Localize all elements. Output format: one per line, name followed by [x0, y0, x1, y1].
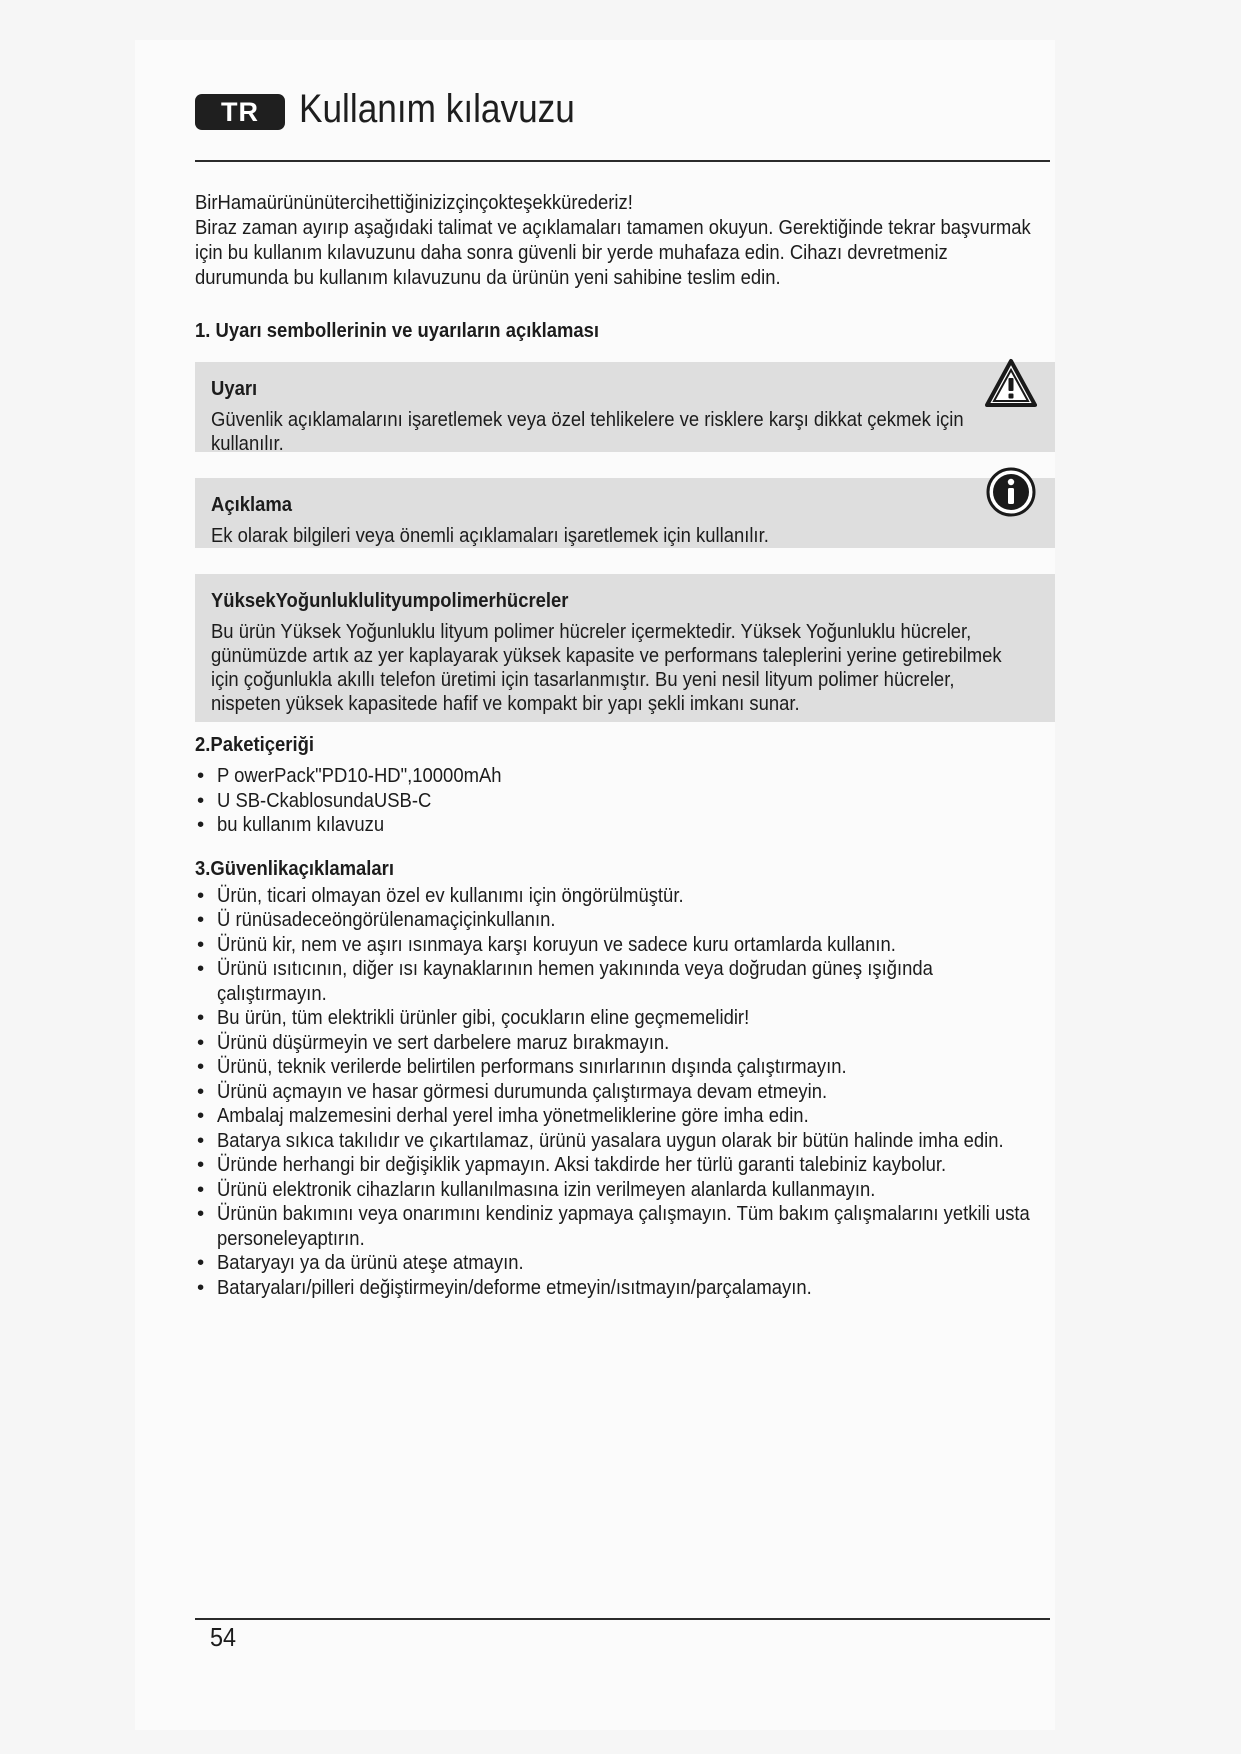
page-header	[195, 87, 1050, 162]
info-box-text	[211, 524, 1039, 548]
list-item: • Bataryaları/pilleri değiştirmeyin/deforme etmeyin/ısıtmayın/parçalamayın.	[195, 1276, 1055, 1301]
main-content	[195, 190, 1055, 1300]
list-item: • Ürünün bakımını veya onarımını kendiniz yapmaya çalışmayın. Tüm bakım çalışmalarını yetkili usta personeleyaptırın.	[195, 1202, 1055, 1251]
language-badge: TR	[195, 94, 285, 130]
page-number: 54	[210, 1622, 237, 1652]
battery-box-line: günümüzde artık az yer kaplayarak yüksek kapasite ve performans taleplerini yerine getirebilmek	[211, 644, 1002, 667]
intro-line: için bu kullanım kılavuzunu daha sonra güvenli bir yerde muhafaza edin. Cihazı devretmeniz	[195, 241, 948, 264]
info-box-title: Açıklama	[211, 493, 293, 516]
battery-box-title: YüksekYoğunluklulityumpolimerhücreler	[211, 589, 569, 612]
list-item: • Batarya sıkıca takılıdır ve çıkartılamaz, ürünü yasalara uygun olarak bir bütün halinde imha edin.	[195, 1129, 1055, 1154]
battery-box-text	[211, 620, 1039, 716]
section-2-title: 2.Paketiçeriği	[195, 733, 314, 756]
list-item: • Ürünü düşürmeyin ve sert darbelere maruz bırakmayın.	[195, 1031, 1055, 1056]
battery-box-line: Bu ürün Yüksek Yoğunluklu lityum polimer hücreler içermektedir. Yüksek Yoğunluklu hücreler,	[211, 620, 972, 643]
intro-line: Biraz zaman ayırıp aşağıdaki talimat ve açıklamaları tamamen okuyun. Gerektiğinde tekrar başvurmak	[195, 216, 1031, 239]
list-item: • bu kullanım kılavuzu	[195, 813, 1055, 838]
list-item: • P owerPack"PD10-HD",10000mAh	[195, 764, 1055, 789]
warning-box-title: Uyarı	[211, 377, 258, 400]
list-item: • Bu ürün, tüm elektrikli ürünler gibi, çocukların eline geçmemelidir!	[195, 1006, 1055, 1031]
document-title: Kullanım kılavuzu	[299, 87, 575, 131]
safety-notes-list	[195, 884, 1055, 1301]
list-item: • Ürünü açmayın ve hasar görmesi durumunda çalıştırmaya devam etmeyin.	[195, 1080, 1055, 1105]
list-item: • U SB-CkablosundaUSB-C	[195, 789, 1055, 814]
list-item: • Bataryayı ya da ürünü ateşe atmayın.	[195, 1251, 1055, 1276]
package-contents-list	[195, 764, 1055, 838]
section-1-title: 1. Uyarı sembollerinin ve uyarıların açıklaması	[195, 319, 600, 342]
intro-line: durumunda bu kullanım kılavuzunu da ürünün yeni sahibine teslim edin.	[195, 266, 781, 289]
battery-info-box	[195, 574, 1055, 722]
list-item: • Ürünü, teknik verilerde belirtilen performans sınırlarının dışında çalıştırmayın.	[195, 1055, 1055, 1080]
intro-paragraph	[195, 190, 1055, 290]
info-box-line: Ek olarak bilgileri veya önemli açıklamaları işaretlemek için kullanılır.	[211, 524, 769, 547]
list-item: • Ürünü kir, nem ve aşırı ısınmaya karşı koruyun ve sadece kuru ortamlarda kullanın.	[195, 933, 1055, 958]
warning-box-line: kullanılır.	[211, 432, 284, 455]
list-item: • Ürünü ısıtıcının, diğer ısı kaynaklarının hemen yakınında veya doğrudan güneş ışığında çalıştırmayın.	[195, 957, 1055, 1006]
list-item: • Üründe herhangi bir değişiklik yapmayın. Aksi takdirde her türlü garanti talebiniz kaybolur.	[195, 1153, 1055, 1178]
info-circle-icon	[985, 466, 1037, 518]
warning-box-line: Güvenlik açıklamalarını işaretlemek veya özel tehlikelere ve risklere karşı dikkat çekmek için	[211, 408, 964, 431]
battery-box-line: nispeten yüksek kapasitede hafif ve kompakt bir yapı şekli imkanı sunar.	[211, 692, 800, 715]
list-item: • Ürünü elektronik cihazların kullanılmasına izin verilmeyen alanlarda kullanmayın.	[195, 1178, 1055, 1203]
info-box	[195, 478, 1055, 548]
warning-triangle-icon	[985, 358, 1037, 410]
list-item: • Ü rünüsadeceöngörülenamaçiçinkullanın.	[195, 908, 1055, 933]
battery-box-line: için çoğunlukla akıllı telefon üretimi için tasarlanmıştır. Bu yeni nesil lityum polimer hücreler,	[211, 668, 955, 691]
intro-line: BirHamaürününütercihettiğinizizçinçokteşekkürederiz!	[195, 191, 633, 214]
warning-box-text	[211, 408, 1039, 456]
section-3-title: 3.Güvenlikaçıklamaları	[195, 856, 394, 880]
list-item: • Ambalaj malzemesini derhal yerel imha yönetmeliklerine göre imha edin.	[195, 1104, 1055, 1129]
list-item: • Ürün, ticari olmayan özel ev kullanımı için öngörülmüştür.	[195, 884, 1055, 909]
footer-divider	[195, 1618, 1050, 1620]
warning-box	[195, 362, 1055, 455]
